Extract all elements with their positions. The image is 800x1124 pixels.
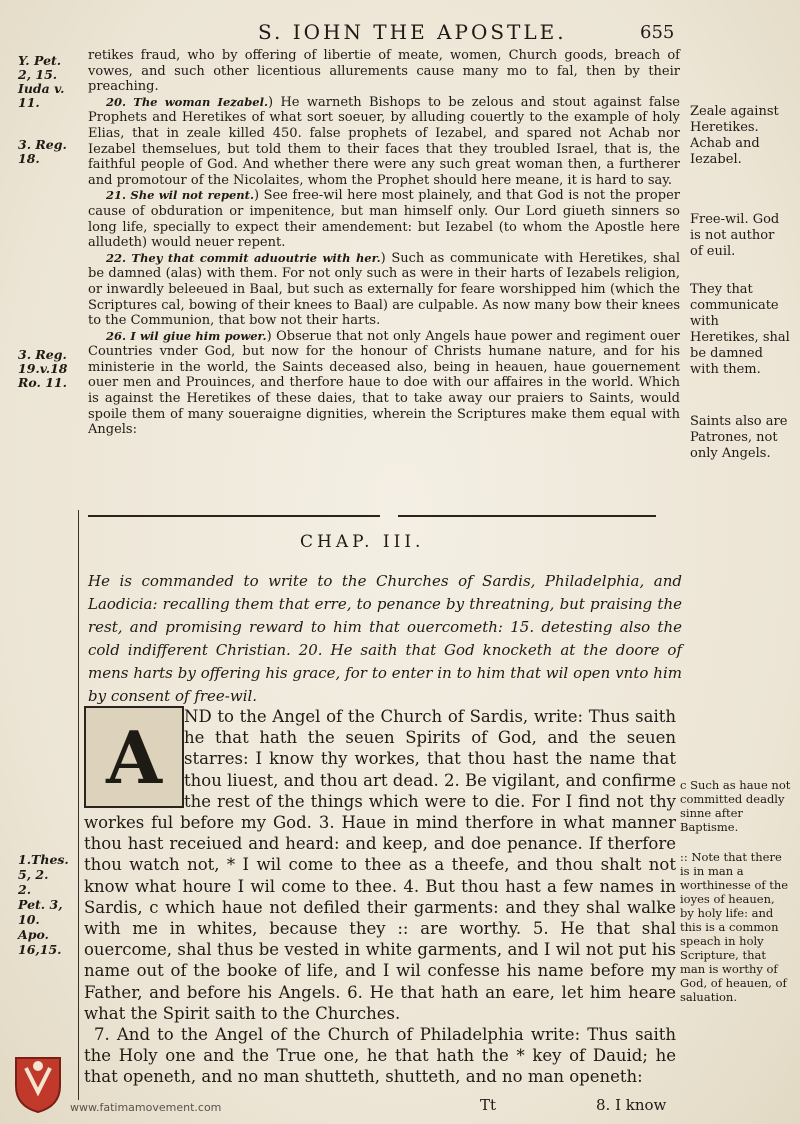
annotations-body [88, 48, 680, 438]
margin-note-saints: Saints also are Patrones, not only Angels. [690, 414, 788, 461]
margin-note-freewil: Free-wil. God is not author of euil. [690, 212, 780, 259]
margin-ref: Y. Pet. [18, 53, 62, 68]
annotation-22 [88, 251, 680, 329]
annotation-text: ) See free-wil here most plainely, and that God is not the proper cause of obduration or impenitence, but man himself only. Our Lord giueth sinners so long life, specially to expect their amendement: but Iezabel (to whom the Apostle here alludeth) would neuer repent. [88, 188, 680, 251]
margin-ref: Iuda v. [18, 81, 65, 96]
page-number: 655 [640, 22, 675, 43]
ornamental-initial [84, 706, 184, 808]
annotation-text: ) Such as communicate with Heretikes, shal be damned (alas) with them. For not only such as were in their harts of Iezabels religion, or inwardly beleeued in Baal, but such as externally for feare worshipped him (which the Scriptures cal, bowing of their knees to Baal) are culpable. As now many bow their knees to the Communion, that bow not their harts. [88, 250, 680, 329]
margin-ref: 10. [18, 912, 40, 927]
annotation-text: ) He warneth Bishops to be zelous and stout against false Prophets and Heretikes of what sort soeuer, by alluding couertly to the example of holy Elias, that in zeale killed 450. false prophets of Iezabel, and spared not Achab nor Iezabel themselues, but told them to their faces that they troubled Israel, that is, the faithful people of God. And whether there were any such great woman then, a furtherer and promotour of the Nicolaites, whom the Prophet should here meane, it is hard to say. [88, 94, 680, 188]
chapter-heading: CHAP. III. [300, 532, 425, 552]
margin-note-communicate: They that communicate with Heretikes, shal be damned with them. [690, 282, 790, 377]
margin-ref: Ro. 11. [18, 375, 67, 390]
margin-note-worthinesse: :: Note that there is in man a worthinesse of the ioyes of heauen, by holy life: and this is a common speach in holy Scripture, that man is worthy of God, of heauen, of saluation. [680, 850, 789, 1004]
margin-left-mid [18, 348, 76, 390]
shield-icon [12, 1052, 64, 1114]
margin-ref: 2. [18, 882, 32, 897]
chapter-summary: He is commanded to write to the Churches of Sardis, Philadelphia, and Laodicia: recalling them that erre, to penance by threatning, but praising the rest, and promising reward to him that ouercometh: 15. detesting also the cold indifferent Christian. 20. He saith that God knocketh at the doore of mens harts by offering his grace, for to enter in to him that wil open vnto him by consent of free-wil. [88, 572, 682, 705]
margin-ref: 11. [18, 95, 40, 110]
divider-rule-left [88, 515, 380, 517]
annotation-20 [88, 95, 680, 189]
margin-ref: Apo. [18, 927, 49, 942]
margin-ref: Pet. 3, [18, 897, 63, 912]
margin-ref: 3. Reg. [18, 137, 67, 152]
divider-rule-right [398, 515, 656, 517]
verses-1-6: ND to the Angel of the Church of Sardis, write: Thus saith he that hath the seuen Spirits of God, and the seuen starres: I know thy workes, that thou hast the name that thou liuest, and thou art dead. 2. Be vigilant, and confirme the rest of the things which were to die. For I find not thy workes ful before my God. 3. Haue in mind therfore in what manner thou hast receiued and heard: and keep, and doe penance. If therfore thou watch not, * I wil come to thee as a theefe, and thou shalt not know what houre I wil come to thee. 4. But thou hast a few names in Sardis, c which haue not defiled their garments: and they shal walke with me in whites, because they :: are worthy. 5. He that shal ouercome, shal thus be vested in white garments, and I wil not put his name out of the booke of life, and I wil confesse his name before my Father, and before his Angels. 6. He that hath an eare, let him heare what the Spirit saith to the Churches. [84, 707, 676, 1023]
annotation-continued: retikes fraud, who by offering of libertie of meate, women, Church goods, breach of vowes, and such other licentious allurements cause many mo to fal, then by their preaching. [88, 48, 680, 95]
annotation-26 [88, 329, 680, 438]
lemma: 22. They that commit aduoutrie with her. [106, 250, 381, 265]
margin-left-top [18, 54, 76, 166]
margin-ref: 3. Reg. [18, 347, 67, 362]
margin-ref: 5, 2. [18, 867, 49, 882]
margin-ref: 16,15. [18, 942, 62, 957]
catchword: 8. I know [596, 1096, 667, 1114]
margin-ref: 2, 15. [18, 67, 58, 82]
watermark-logo [12, 1052, 64, 1114]
margin-note-baptisme: c Such as haue not committed deadly sinne after Baptisme. [680, 778, 791, 834]
margin-left-bottom [18, 852, 76, 957]
footer-url[interactable]: www.fatimamovement.com [70, 1101, 222, 1114]
column-rule [78, 510, 79, 1100]
margin-ref: 1.Thes. [18, 852, 69, 867]
catchword-mark: Tt [480, 1096, 497, 1114]
lemma: 21. She wil not repent. [106, 188, 254, 203]
running-header: S. IOHN THE APOSTLE. [258, 20, 567, 44]
lemma: 20. The woman Iezabel. [106, 94, 268, 109]
margin-ref: 18. [18, 151, 40, 166]
verse-7: 7. And to the Angel of the Church of Philadelphia write: Thus saith the Holy one and the True one, he that hath the * key of Dauid; he that openeth, and no man shutteth, shutteth, and no man openeth: [84, 1025, 676, 1087]
annotation-21 [88, 188, 680, 250]
margin-note-zeale: Zeale against Heretikes. Achab and Iezabel. [690, 104, 779, 167]
annotation-text: ) Obserue that not only Angels haue power and regiment ouer Countries vnder God, but now for the honour of Christs humane nature, and for his ministerie in the world, the Saints deceased also, being in heauen, haue gouernement ouer men and Prouinces, and therfore haue to doe with our affaires in the world. Which is against the Heretikes of these daies, that to take away our praiers to Saints, would spoile them of many soueraigne dignities, wherein the Scriptures make them equal with Angels: [88, 328, 680, 438]
margin-ref: 19.v.18 [18, 361, 68, 376]
lemma: 26. I wil giue him power. [106, 328, 267, 343]
dropcap-letter: A [106, 714, 162, 800]
